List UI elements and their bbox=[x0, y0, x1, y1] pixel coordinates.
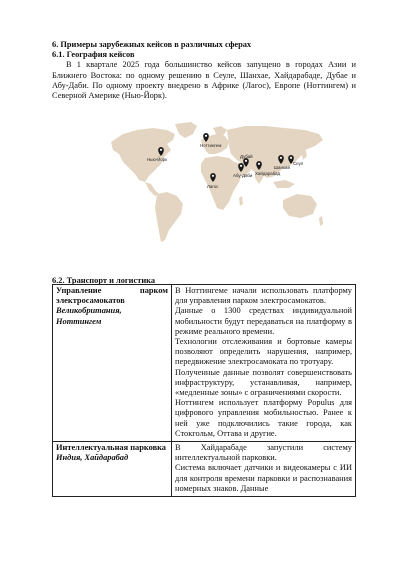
land-australia bbox=[283, 194, 317, 218]
pin-label-lagos: Лагос bbox=[207, 184, 219, 189]
case-description-cell bbox=[172, 442, 356, 497]
case-location: Индия, Хайдарабад bbox=[56, 453, 129, 463]
land-madagascar bbox=[239, 196, 243, 206]
section-title: 6. Примеры зарубежных кейсов в различных сферах bbox=[52, 40, 252, 49]
case-title: Управление парком электросамокатов bbox=[56, 286, 168, 306]
world-map bbox=[105, 120, 327, 248]
case-paragraph: В Хайдарабаде запустили систему интеллектуальной парковки. bbox=[175, 443, 352, 463]
pin-label-seoul: Сеул bbox=[293, 161, 304, 166]
case-paragraph: Технологии отслеживания и бортовые камеры позволяют определить нарушения, например, передвижение электросамоката по тротуару. bbox=[175, 337, 352, 367]
land-new-zealand bbox=[319, 216, 323, 226]
land-central-america bbox=[145, 182, 159, 196]
subsection-title-geography: 6.1. География кейсов bbox=[52, 50, 135, 60]
table-row bbox=[53, 285, 356, 442]
case-location: Великобритания, Ноттингем bbox=[56, 306, 122, 326]
pin-label-dubai: Дубай bbox=[240, 154, 253, 159]
pin-label-nottingham: Ноттингем bbox=[200, 143, 222, 148]
pin-label-new-york: Нью-Йорк bbox=[147, 157, 168, 162]
land-masses bbox=[111, 122, 323, 242]
geography-paragraph: В 1 квартале 2025 года большинство кейсов запущено в городах Азии и Ближнего Востока: по одному решению в Сеуле, Шанхае, Хайдарабаде, Дубае и Абу-Даби. По одному проекту внедрено в Африке (Лагос), Европе (Ноттингем) и Северной Америке (Нью-Йорк). bbox=[52, 60, 356, 101]
section-6 bbox=[52, 40, 356, 101]
case-title-cell bbox=[53, 285, 172, 442]
case-title: Интеллектуальная парковка bbox=[56, 443, 166, 453]
land-north-america bbox=[111, 128, 175, 182]
land-south-america bbox=[155, 192, 183, 242]
land-japan bbox=[301, 148, 307, 160]
cases-table bbox=[52, 284, 356, 497]
case-paragraph: Полученные данные позволят совершенствовать инфраструктуру, устанавливая, например, «медленные зоны» с ограничениями скорости. bbox=[175, 367, 352, 398]
case-paragraph: В Ноттингеме начали использовать платформу для управления парком электросамокатов. bbox=[175, 286, 352, 306]
pin-label-hyderabad: Хайдарабад bbox=[255, 171, 281, 176]
case-paragraph: Система включает датчики и видеокамеры с ИИ для контроля времени парковки и распознавания номерных знаков. Данные bbox=[175, 463, 352, 493]
case-paragraph: Данные о 1300 средствах индивидуальной мобильности будут передаваться на платформу в режиме реального времени. bbox=[175, 306, 352, 336]
land-greenland bbox=[175, 122, 197, 138]
case-title-cell bbox=[53, 442, 172, 497]
case-description-cell bbox=[172, 285, 356, 442]
pin-label-abu-dhabi: Абу-Даби bbox=[233, 173, 253, 178]
table-row bbox=[53, 442, 356, 497]
land-indonesia bbox=[273, 180, 295, 188]
case-paragraph: Ноттингем использует платформу Populus для цифрового управления мобильностью. Ранее к ней уже подключились такие города, как Стокгольм, Оттава и другие. bbox=[175, 398, 352, 438]
pin-label-shanghai: Шанхай bbox=[274, 165, 290, 170]
subsection-title-transport: 6.2. Транспорт и логистика bbox=[52, 276, 156, 285]
